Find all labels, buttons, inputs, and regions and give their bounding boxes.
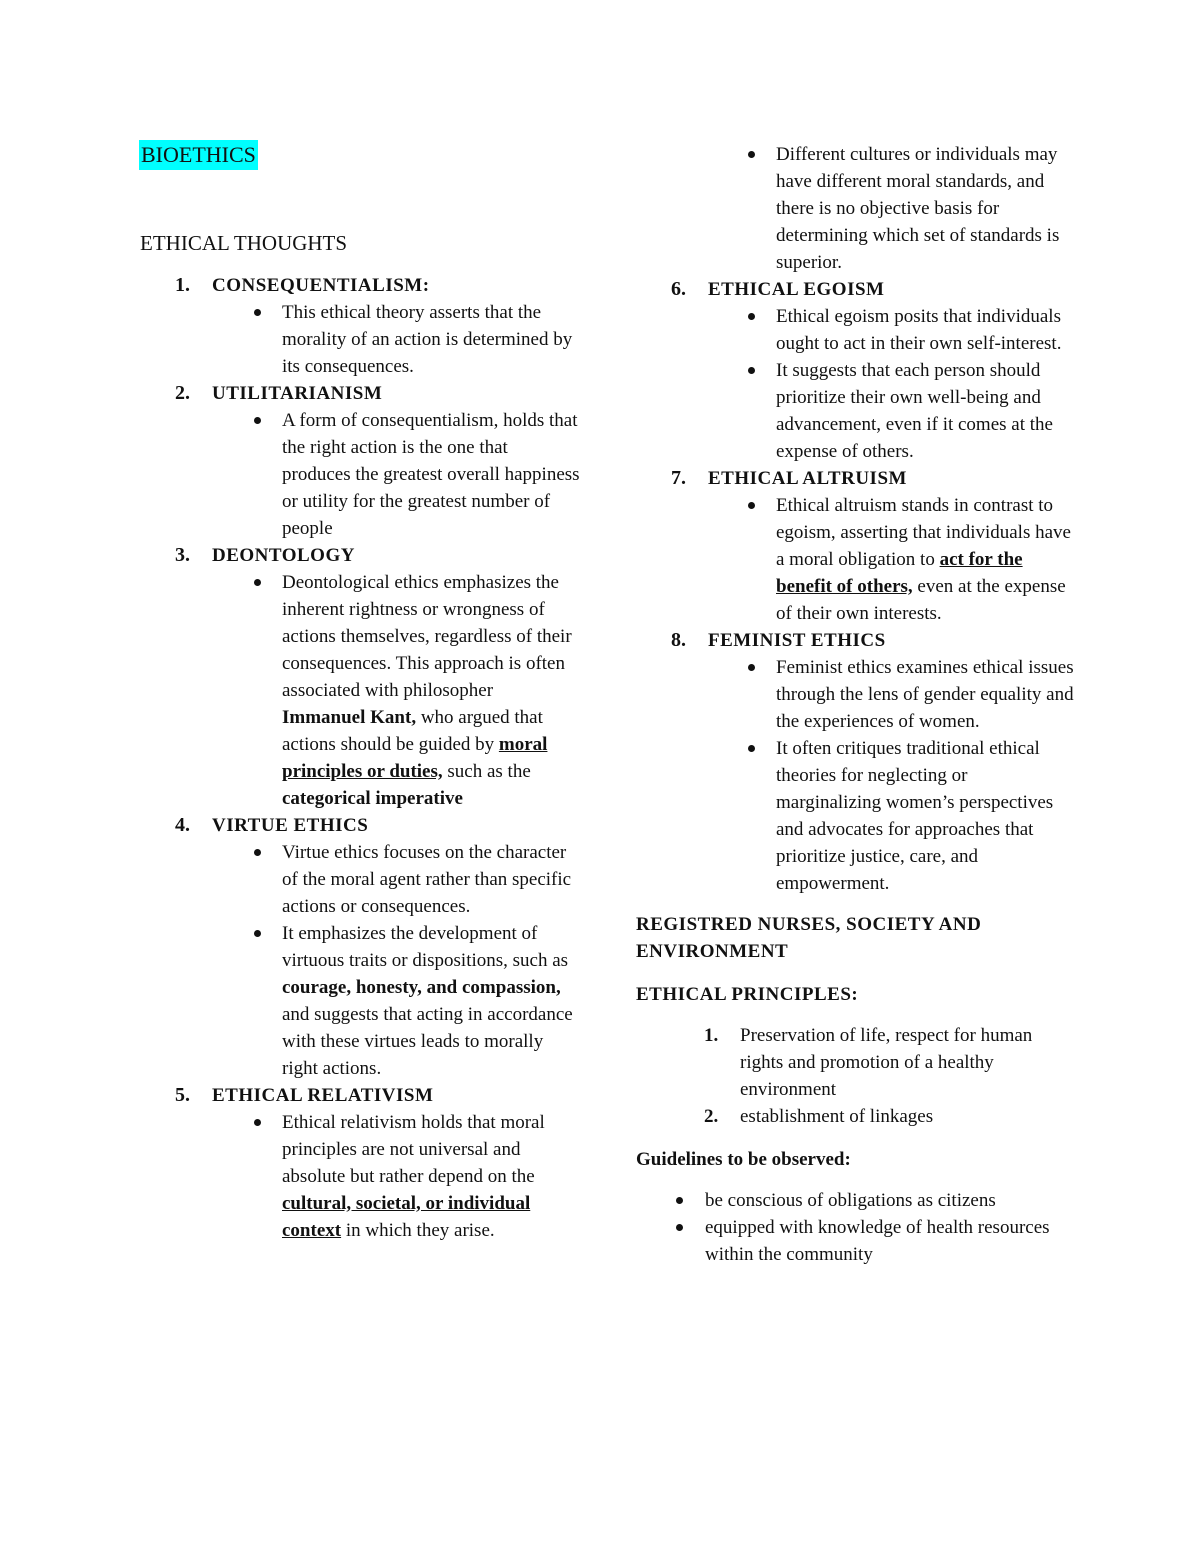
bullet-text: Virtue ethics focuses on the character of the moral agent rather than specific actions or consequences. [212,839,580,920]
item-title: CONSEQUENTIALISM: [212,275,430,296]
item-title: ETHICAL RELATIVISM [212,1085,434,1106]
item-title: DEONTOLOGY [212,545,355,566]
list-item-ethical-egoism [636,276,1076,465]
bullet-text: This ethical theory asserts that the morality of an action is determined by its consequences. [212,299,580,380]
bullet-text: It often critiques traditional ethical theories for neglecting or marginalizing women’s perspectives and advocates for approaches that prioritize justice, care, and empowerment. [708,735,1076,897]
bullet-text [212,1109,580,1244]
bullet-text: A form of consequentialism, holds that the right action is the one that produces the greatest overall happiness or utility for the greatest number of people [212,407,580,542]
ethical-principles-heading: ETHICAL PRINCIPLES: [636,984,859,1005]
bullet-text: Different cultures or individuals may have different moral standards, and there is no objective basis for determining which set of standards is superior. [708,141,1076,276]
item-number: 2. [175,382,190,404]
bullet-text [212,920,580,1082]
item-number: 5. [175,1084,190,1106]
list-item-consequentialism [140,272,580,380]
text-run: It emphasizes the development of virtuous traits or dispositions, such as [282,923,569,971]
item-number: 2. [704,1106,719,1127]
guidelines-list [636,1187,1076,1268]
bullet-text [212,569,580,812]
text-run: Ethical relativism holds that moral principles are not universal and absolute but rather depend on the [282,1112,545,1187]
item-number: 6. [671,278,686,300]
item-number: 1. [175,274,190,296]
list-item: be conscious of obligations as citizens [636,1187,1076,1214]
item-number: 7. [671,467,686,489]
text-run: in which they arise. [341,1220,495,1241]
list-item-ethical-altruism [636,465,1076,627]
text-run: Ethical altruism stands in contrast to egoism, asserting that individuals have a moral obligation to [776,495,1071,570]
list-item-deontology [140,542,580,812]
text-run: even at the expense of their own interests. [776,576,1066,624]
document-title: BIOETHICS [139,140,258,170]
item-title: FEMINIST ETHICS [708,630,886,651]
ethical-thoughts-list-continued [636,276,1076,897]
bold-text-virtues: courage, honesty, and compassion, [282,977,561,998]
list-item: equipped with knowledge of health resources within the community [636,1214,1076,1268]
item-text: establishment of linkages [740,1106,934,1127]
item-number: 8. [671,629,686,651]
list-item-feminist-ethics [636,627,1076,897]
item-title: UTILITARIANISM [212,383,383,404]
item-title: ETHICAL ALTRUISM [708,468,907,489]
section-title: ETHICAL THOUGHTS [140,231,348,255]
item-title: VIRTUE ETHICS [212,815,369,836]
bold-text-imperative: categorical imperative [282,788,463,809]
list-item [636,1022,1076,1103]
bullet-text: It suggests that each person should prioritize their own well-being and advancement, even if it comes at the expense of others. [708,357,1076,465]
guidelines-heading: Guidelines to be observed: [636,1149,851,1170]
underlined-text-duties: moral principles or duties, [282,734,548,782]
item-number: 3. [175,544,190,566]
item-title: ETHICAL EGOISM [708,279,885,300]
left-column [140,140,580,1244]
bullet-text: Feminist ethics examines ethical issues through the lens of gender equality and the experiences of women. [708,654,1076,735]
item-number: 4. [175,814,190,836]
ethical-principles-list [636,1022,1076,1130]
right-column [636,141,1076,1268]
list-item [636,1103,1076,1130]
list-item-ethical-relativism [140,1082,580,1244]
list-item-utilitarianism [140,380,580,542]
text-run: and suggests that acting in accordance with these virtues leads to morally right actions. [282,1004,573,1079]
underlined-text-benefit: act for the benefit of others, [776,549,1023,597]
nurses-section-heading: REGISTRED NURSES, SOCIETY AND ENVIRONMENT [636,914,982,962]
underlined-text-context: cultural, societal, or individual context [282,1193,531,1241]
text-run: Deontological ethics emphasizes the inherent rightness or wrongness of actions themselves, regardless of their consequences. This approach is often associated with philosopher [282,572,572,701]
item-number: 1. [704,1025,719,1046]
list-item-virtue-ethics [140,812,580,1082]
bullet-text [708,492,1076,627]
ethical-thoughts-list [140,272,580,1244]
item-text: Preservation of life, respect for human rights and promotion of a healthy environment [740,1025,1033,1100]
text-run: who argued that actions should be guided by [282,707,543,755]
text-run: such as the [442,761,531,782]
bold-text-kant: Immanuel Kant, [282,707,417,728]
bullet-text: Ethical egoism posits that individuals ought to act in their own self-interest. [708,303,1076,357]
